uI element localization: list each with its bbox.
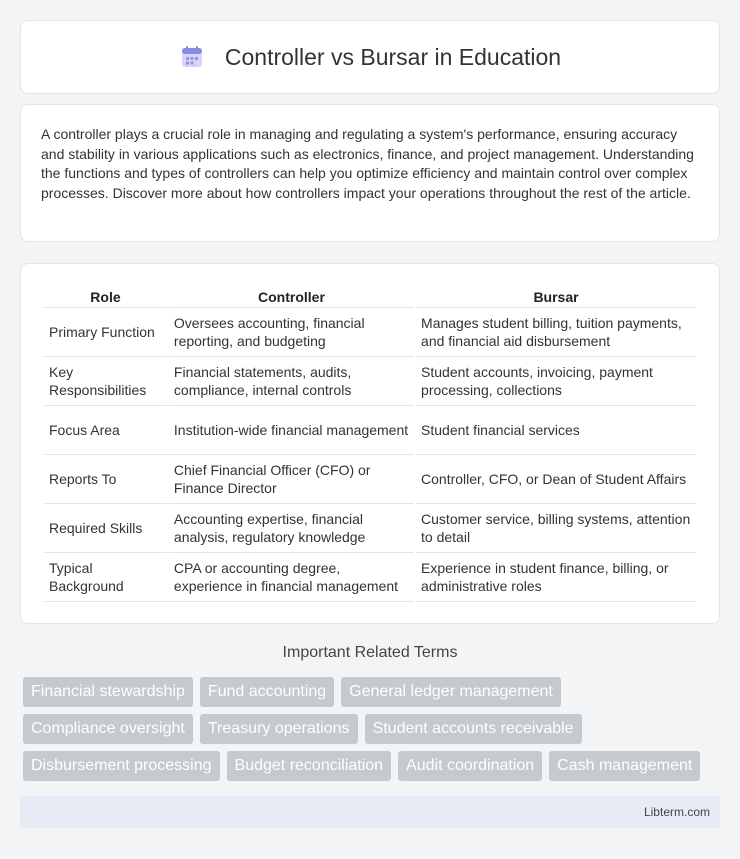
bursar-cell: Student accounts, invoicing, payment processing, collections — [416, 357, 696, 406]
bursar-cell: Experience in student finance, billing, or administrative roles — [416, 553, 696, 602]
role-cell: Focus Area — [44, 406, 167, 455]
controller-cell: Accounting expertise, financial analysis, regulatory knowledge — [169, 504, 414, 553]
page-title: Controller vs Bursar in Education — [224, 43, 562, 70]
tag-compliance-oversight[interactable]: Compliance oversight — [23, 714, 193, 744]
table-header-row — [44, 284, 696, 308]
related-terms-title: Important Related Terms — [282, 644, 458, 661]
header-role: Role — [44, 284, 167, 308]
header-controller: Controller — [169, 284, 414, 308]
tag-fund-accounting[interactable]: Fund accounting — [200, 677, 334, 707]
bursar-cell: Manages student billing, tuition payments, and financial aid disbursement — [416, 308, 696, 357]
bursar-cell: Controller, CFO, or Dean of Student Affairs — [416, 455, 696, 504]
role-cell: Primary Function — [44, 308, 167, 357]
table-row — [44, 455, 696, 504]
tag-audit-coordination[interactable]: Audit coordination — [398, 751, 542, 781]
controller-cell: Institution-wide financial management — [169, 406, 414, 455]
comparison-table — [42, 284, 698, 602]
bursar-cell: Student financial services — [416, 406, 696, 455]
role-cell: Key Responsibilities — [44, 357, 167, 406]
tag-financial-stewardship[interactable]: Financial stewardship — [23, 677, 193, 707]
comparison-card — [20, 263, 720, 624]
table-row — [44, 308, 696, 357]
table-row — [44, 504, 696, 553]
header-bursar: Bursar — [416, 284, 696, 308]
related-terms-list — [23, 677, 723, 788]
tag-general-ledger-management[interactable]: General ledger management — [341, 677, 561, 707]
controller-cell: Financial statements, audits, compliance, internal controls — [169, 357, 414, 406]
footer-site-link[interactable]: Libterm.com — [643, 805, 710, 819]
intro-card — [20, 104, 720, 242]
table-row — [44, 357, 696, 406]
controller-cell: Oversees accounting, financial reporting, and budgeting — [169, 308, 414, 357]
controller-cell: CPA or accounting degree, experience in financial management — [169, 553, 414, 602]
role-cell: Typical Background — [44, 553, 167, 602]
tag-budget-reconciliation[interactable]: Budget reconciliation — [227, 751, 392, 781]
tag-disbursement-processing[interactable]: Disbursement processing — [23, 751, 220, 781]
role-cell: Required Skills — [44, 504, 167, 553]
tag-student-accounts-receivable[interactable]: Student accounts receivable — [365, 714, 582, 744]
intro-paragraph: A controller plays a crucial role in managing and regulating a system's performance, ensuring accuracy and stability in various applications such as electronics, finance, and project management. Understanding the functions and types of controllers can help you optimize efficiency and maintain control over complex processes. Discover more about how controllers impact your operations throughout the rest of the article. — [41, 126, 694, 201]
tag-row — [23, 751, 723, 781]
footer — [20, 796, 720, 828]
calendar-icon — [179, 44, 205, 70]
role-cell: Reports To — [44, 455, 167, 504]
tag-row — [23, 714, 723, 744]
title-card — [20, 20, 720, 94]
tag-cash-management[interactable]: Cash management — [549, 751, 700, 781]
tag-row — [23, 677, 723, 707]
table-row — [44, 553, 696, 602]
bursar-cell: Customer service, billing systems, attention to detail — [416, 504, 696, 553]
controller-cell: Chief Financial Officer (CFO) or Finance Director — [169, 455, 414, 504]
tag-treasury-operations[interactable]: Treasury operations — [200, 714, 358, 744]
table-row — [44, 406, 696, 455]
